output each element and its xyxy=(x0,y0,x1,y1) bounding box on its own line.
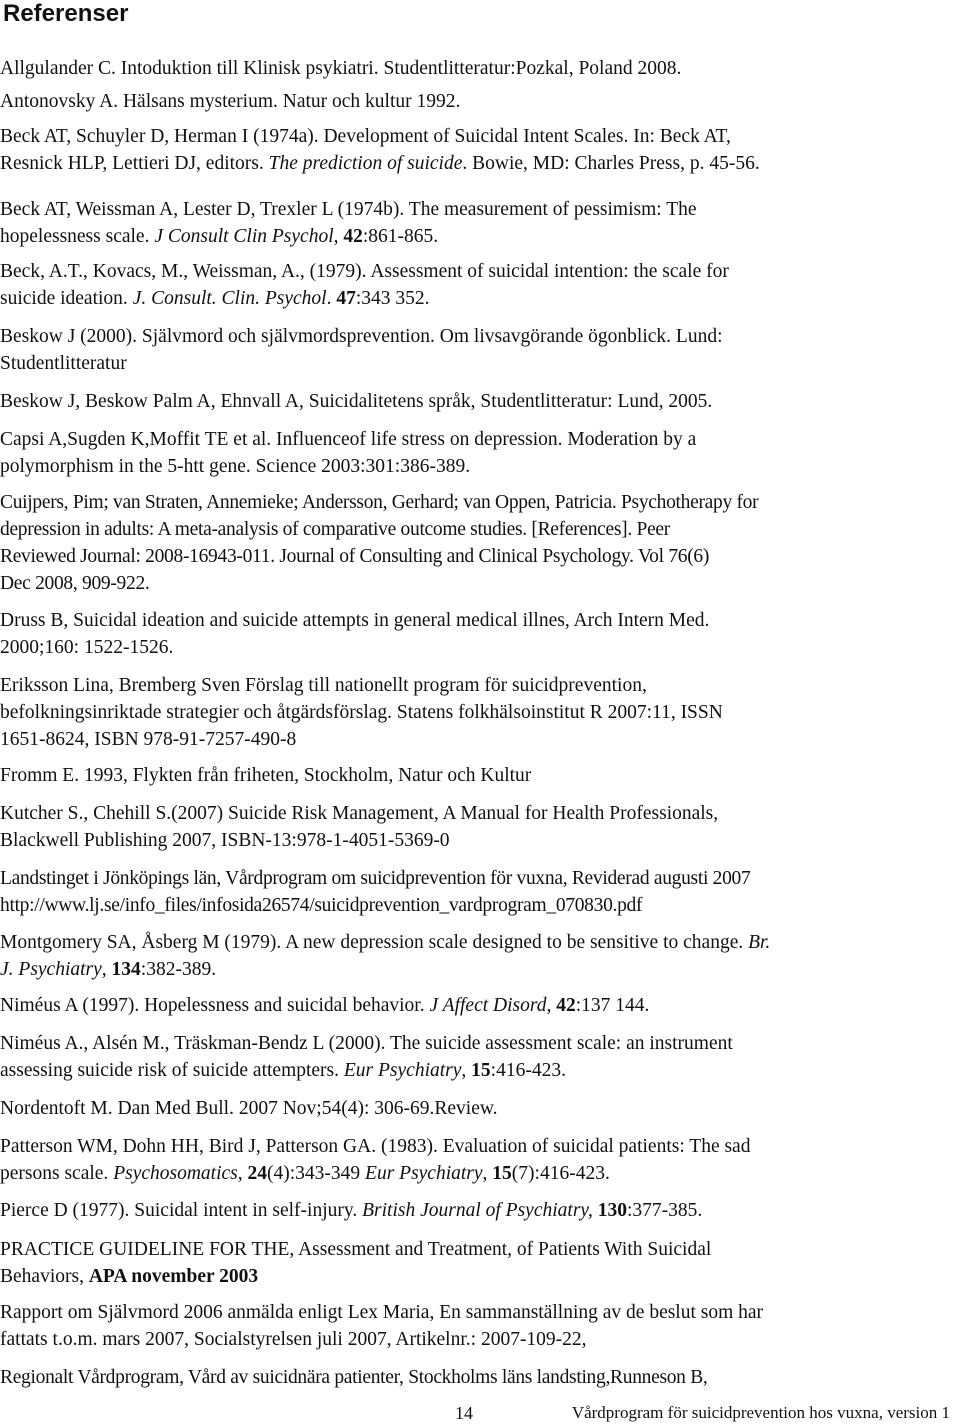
reference-italic-text: Br. xyxy=(748,932,771,953)
reference-line xyxy=(0,726,960,753)
reference-text: Landstinget i Jönköpings län, Vårdprogram om suicidprevention för vuxna, Reviderad augusti 2007 xyxy=(0,868,751,889)
reference-line xyxy=(0,123,960,150)
reference-line xyxy=(0,223,960,250)
footer-title: Vårdprogram för suicidprevention hos vuxna, version 1 xyxy=(571,1403,950,1422)
reference-line xyxy=(0,762,960,789)
reference-item xyxy=(0,88,960,115)
reference-text: Capsi A,Sugden K,Moffit TE et al. Influenceof life stress on depression. Moderation by a xyxy=(0,429,697,450)
reference-item xyxy=(0,762,960,789)
reference-line xyxy=(0,827,960,854)
reference-text: , xyxy=(333,226,344,247)
reference-bold-text: 15 xyxy=(471,1060,491,1081)
reference-line xyxy=(0,672,960,699)
reference-text: Kutcher S., Chehill S.(2007) Suicide Risk Management, A Manual for Health Professionals, xyxy=(0,803,719,824)
reference-line xyxy=(0,1030,960,1057)
reference-item xyxy=(0,992,960,1019)
reference-item xyxy=(0,929,960,983)
reference-bold-text: 47 xyxy=(336,288,356,309)
reference-italic-text: J Affect Disord, xyxy=(429,995,552,1016)
reference-line xyxy=(0,1057,960,1084)
reference-bold-text: 15 xyxy=(492,1163,512,1184)
reference-item xyxy=(0,1197,960,1224)
reference-text: persons scale. xyxy=(0,1163,114,1184)
reference-text: Druss B, Suicidal ideation and suicide attempts in general medical illnes, Arch Intern Med. xyxy=(0,610,710,631)
reference-line xyxy=(0,55,960,82)
reference-text: Rapport om Självmord 2006 anmälda enligt Lex Maria, En sammanställning av de beslut som har xyxy=(0,1302,764,1323)
reference-line xyxy=(0,543,960,570)
reference-text: Beskow J (2000). Självmord och självmordsprevention. Om livsavgörande ögonblick. Lund: xyxy=(0,326,723,347)
reference-line xyxy=(0,453,960,480)
reference-text: Cuijpers, Pim; van Straten, Annemieke; Andersson, Gerhard; van Oppen, Patricia. Psychotherapy for xyxy=(0,492,759,513)
reference-text: Behaviors, xyxy=(0,1266,89,1287)
reference-line xyxy=(0,1326,960,1353)
reference-line xyxy=(0,1197,960,1224)
reference-text: Eriksson Lina, Bremberg Sven Förslag till nationellt program för suicidprevention, xyxy=(0,675,647,696)
reference-text: Nordentoft M. Dan Med Bull. 2007 Nov;54(4): 306-69.Review. xyxy=(0,1098,498,1119)
reference-bold-text: 42 xyxy=(343,226,363,247)
reference-text: http://www.lj.se/info_files/infosida26574/suicidprevention_vardprogram_070830.pdf xyxy=(0,895,643,916)
reference-line xyxy=(0,570,960,597)
reference-item xyxy=(0,1133,960,1187)
reference-item xyxy=(0,1095,960,1122)
reference-item xyxy=(0,323,960,377)
reference-bold-text: 42 xyxy=(556,995,576,1016)
reference-text: , xyxy=(482,1163,493,1184)
reference-item xyxy=(0,1236,960,1290)
reference-italic-text: Eur Psychiatry xyxy=(343,1060,462,1081)
reference-bold-text: 130 xyxy=(597,1200,627,1221)
reference-item xyxy=(0,123,960,177)
reference-item xyxy=(0,489,960,597)
reference-italic-text: Psychosomatics xyxy=(113,1163,238,1184)
reference-text: Montgomery SA, Åsberg M (1979). A new depression scale designed to be sensitive to change. xyxy=(0,932,749,953)
reference-line xyxy=(0,929,960,956)
reference-text: Niméus A (1997). Hopelessness and suicidal behavior. xyxy=(0,995,430,1016)
reference-line xyxy=(0,285,960,312)
reference-text: Allgulander C. Intoduktion till Klinisk psykiatri. Studentlitteratur:Pozkal, Poland 2008. xyxy=(0,58,682,79)
reference-item xyxy=(0,672,960,753)
reference-text: , xyxy=(101,959,112,980)
reference-text: 1651-8624, ISBN 978-91-7257-490-8 xyxy=(0,729,297,750)
reference-text: :377-385. xyxy=(626,1200,703,1221)
reference-text: (7):416-423. xyxy=(511,1163,610,1184)
reference-text: (4):343-349 xyxy=(267,1163,366,1184)
reference-line xyxy=(0,892,960,919)
reference-text: Studentlitteratur xyxy=(0,353,127,374)
reference-text: Niméus A., Alsén M., Träskman-Bendz L (2000). The suicide assessment scale: an instrument xyxy=(0,1033,733,1054)
reference-line xyxy=(0,956,960,983)
reference-text: . xyxy=(326,288,337,309)
reference-text: Beck, A.T., Kovacs, M., Weissman, A., (1979). Assessment of suicidal intention: the scale for xyxy=(0,261,729,282)
page-number: 14 xyxy=(455,1403,473,1423)
reference-text: befolkningsinriktade strategier och åtgärdsförslag. Statens folkhälsoinstitut R 2007:11, ISSN xyxy=(0,702,723,723)
reference-line xyxy=(0,1095,960,1122)
page-title: Referenser xyxy=(3,0,129,27)
reference-line xyxy=(0,196,960,223)
reference-line xyxy=(0,865,960,892)
reference-line xyxy=(0,1160,960,1187)
reference-text: Regionalt Vårdprogram, Vård av suicidnära patienter, Stockholms läns landsting,Runneson B, xyxy=(0,1367,708,1388)
reference-line xyxy=(0,1364,960,1391)
reference-text: Resnick HLP, Lettieri DJ, editors. xyxy=(0,153,269,174)
reference-line xyxy=(0,1263,960,1290)
reference-line xyxy=(0,1299,960,1326)
reference-item xyxy=(0,1299,960,1353)
reference-italic-text: Eur Psychiatry xyxy=(365,1163,483,1184)
reference-text: :382-389. xyxy=(140,959,217,980)
reference-line xyxy=(0,323,960,350)
reference-bold-text: 134 xyxy=(111,959,141,980)
reference-item xyxy=(0,865,960,919)
reference-text: :416-423. xyxy=(490,1060,566,1081)
reference-line xyxy=(0,489,960,516)
reference-line xyxy=(0,150,960,177)
reference-text: assessing suicide risk of suicide attempters. xyxy=(0,1060,344,1081)
reference-text: Pierce D (1977). Suicidal intent in self-injury. xyxy=(0,1200,363,1221)
reference-text: :861-865. xyxy=(362,226,439,247)
reference-text: Dec 2008, 909-922. xyxy=(0,573,150,594)
reference-text: :343 352. xyxy=(355,288,430,309)
reference-line xyxy=(0,88,960,115)
reference-line xyxy=(0,516,960,543)
reference-italic-text: The prediction of suicide xyxy=(268,153,463,174)
reference-line xyxy=(0,800,960,827)
reference-text: Antonovsky A. Hälsans mysterium. Natur och kultur 1992. xyxy=(0,91,461,112)
reference-text: . Bowie, MD: Charles Press, p. 45-56. xyxy=(462,153,760,174)
reference-text: Beskow J, Beskow Palm A, Ehnvall A, Suicidalitetens språk, Studentlitteratur: Lund, 2005. xyxy=(0,391,713,412)
reference-text: Patterson WM, Dohn HH, Bird J, Patterson GA. (1983). Evaluation of suicidal patients: The sad xyxy=(0,1136,751,1157)
reference-text: PRACTICE GUIDELINE FOR THE, Assessment and Treatment, of Patients With Suicidal xyxy=(0,1239,712,1260)
reference-text: polymorphism in the 5-htt gene. Science 2003:301:386-389. xyxy=(0,456,471,477)
reference-item xyxy=(0,388,960,415)
reference-line xyxy=(0,1236,960,1263)
reference-line xyxy=(0,388,960,415)
reference-line xyxy=(0,607,960,634)
reference-bold-text: 24 xyxy=(247,1163,267,1184)
reference-text: :137 144. xyxy=(575,995,650,1016)
reference-item xyxy=(0,55,960,82)
reference-italic-text: J Consult Clin Psychol xyxy=(154,226,334,247)
reference-italic-text: J. Consult. Clin. Psychol xyxy=(132,288,327,309)
reference-text: hopelessness scale. xyxy=(0,226,155,247)
reference-line xyxy=(0,426,960,453)
reference-text: , xyxy=(461,1060,472,1081)
reference-line xyxy=(0,258,960,285)
reference-text: Reviewed Journal: 2008-16943-011. Journal of Consulting and Clinical Psychology. Vol 76(6) xyxy=(0,546,710,567)
reference-line xyxy=(0,992,960,1019)
reference-line xyxy=(0,634,960,661)
page-footer xyxy=(0,1402,960,1426)
reference-text: fattats t.o.m. mars 2007, Socialstyrelsen juli 2007, Artikelnr.: 2007-109-22, xyxy=(0,1329,587,1350)
reference-item xyxy=(0,607,960,661)
reference-item xyxy=(0,800,960,854)
reference-bold-text: APA november 2003 xyxy=(88,1266,259,1287)
reference-italic-text: J. Psychiatry xyxy=(0,959,102,980)
reference-item xyxy=(0,426,960,480)
reference-text: Fromm E. 1993, Flykten från friheten, Stockholm, Natur och Kultur xyxy=(0,765,532,786)
reference-text: Beck AT, Schuyler D, Herman I (1974a). Development of Suicidal Intent Scales. In: Beck AT, xyxy=(0,126,731,147)
reference-item xyxy=(0,1364,960,1391)
reference-text: depression in adults: A meta-analysis of comparative outcome studies. [References]. Peer xyxy=(0,519,670,540)
reference-item xyxy=(0,258,960,312)
reference-text: , xyxy=(237,1163,248,1184)
reference-line xyxy=(0,350,960,377)
reference-line xyxy=(0,1133,960,1160)
reference-text: 2000;160: 1522-1526. xyxy=(0,637,174,658)
reference-italic-text: British Journal of Psychiatry, xyxy=(362,1200,593,1221)
reference-line xyxy=(0,699,960,726)
reference-item xyxy=(0,196,960,250)
reference-text: Blackwell Publishing 2007, ISBN-13:978-1-4051-5369-0 xyxy=(0,830,450,851)
reference-item xyxy=(0,1030,960,1084)
reference-text: Beck AT, Weissman A, Lester D, Trexler L (1974b). The measurement of pessimism: The xyxy=(0,199,697,220)
reference-text: suicide ideation. xyxy=(0,288,133,309)
